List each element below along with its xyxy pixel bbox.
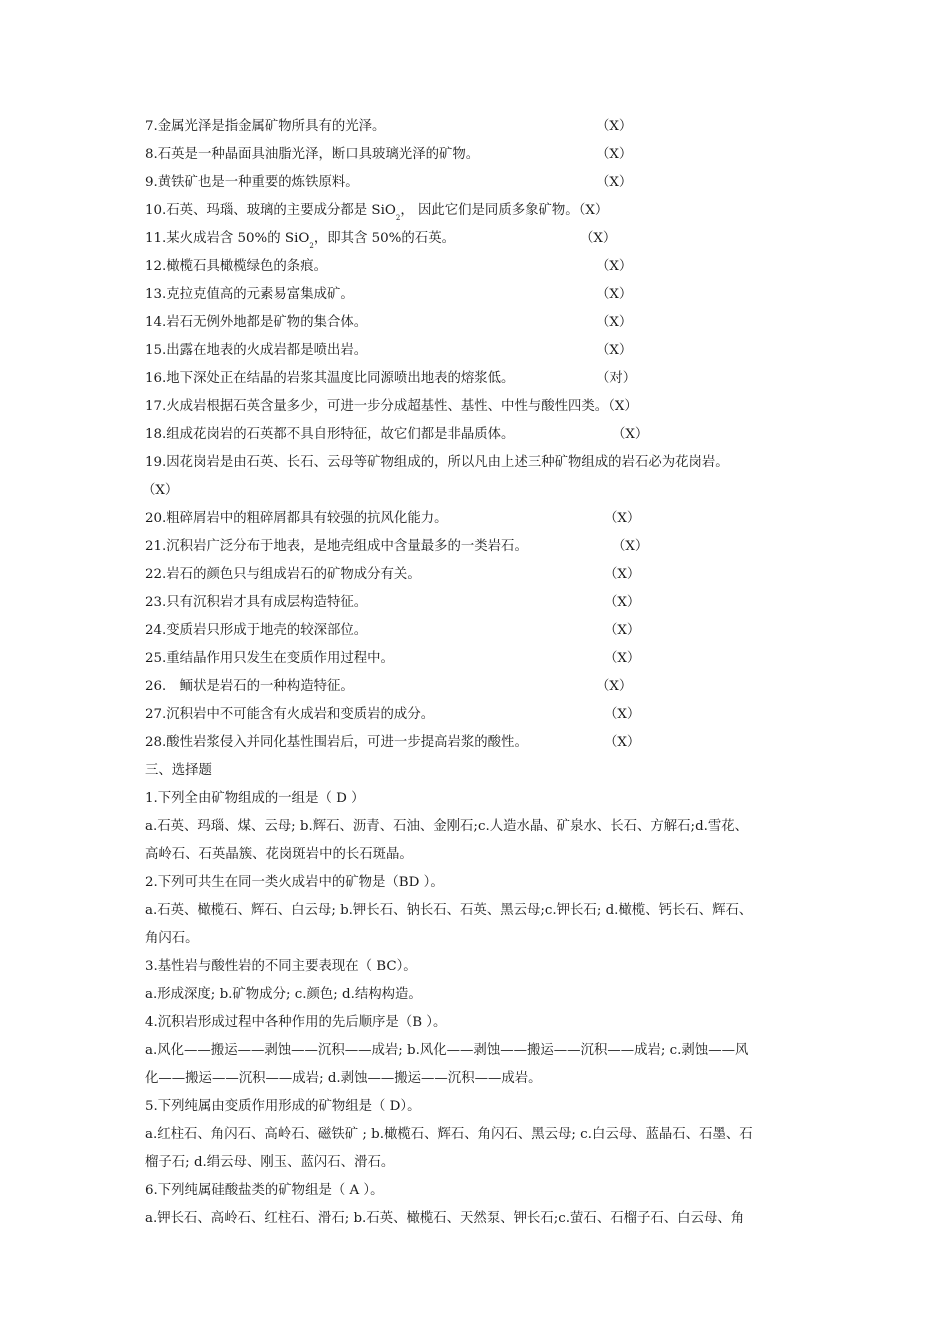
mc-options: 角闪石。 — [145, 931, 199, 946]
tf-item-9: 9.黄铁矿也是一种重要的炼铁原料。 — [145, 175, 359, 190]
tf-item-16: 16.地下深处正在结晶的岩浆其温度比同源喷出地表的熔浆低。 — [145, 371, 515, 386]
mc-question: 4.沉积岩形成过程中各种作用的先后顺序是（B ）。 — [145, 1015, 447, 1030]
tf-answer-20: （X） — [604, 511, 641, 526]
tf-answer-26: （X） — [596, 679, 633, 694]
mc-options: a.石英、橄榄石、辉石、白云母; b.钾长石、钠长石、石英、黑云母;c.钾长石; d.橄榄、钙长石、辉石、 — [145, 903, 753, 918]
mc-options: a.红柱石、角闪石、高岭石、磁铁矿 ; b.橄榄石、辉石、角闪石、黑云母; c.白云母、蓝晶石、石墨、石 — [145, 1127, 753, 1142]
mc-options: 高岭石、石英晶簇、花岗斑岩中的长石斑晶。 — [145, 847, 413, 862]
tf-answer-12: （X） — [596, 259, 633, 274]
mc-question: 1.下列全由矿物组成的一组是（ D ） — [145, 791, 365, 806]
tf-answer-22: （X） — [604, 567, 641, 582]
mc-options: 榴子石; d.绢云母、刚玉、蓝闪石、滑石。 — [145, 1155, 395, 1170]
tf-answer-21: （X） — [612, 539, 649, 554]
tf-item-18: 18.组成花岗岩的石英都不具自形特征，故它们都是非晶质体。 — [145, 427, 515, 442]
tf-answer-28: （X） — [604, 735, 641, 750]
tf-item-8: 8.石英是一种晶面具油脂光泽，断口具玻璃光泽的矿物。 — [145, 147, 480, 162]
tf-item-10: 10.石英、玛瑙、玻璃的主要成分都是 SiO$_2$， 因此它们是同质多象矿物。（X） — [145, 203, 609, 222]
tf-answer-8: （X） — [596, 147, 633, 162]
tf-item-25: 25.重结晶作用只发生在变质作用过程中。 — [145, 651, 394, 666]
tf-answer-23: （X） — [604, 595, 641, 610]
mc-question: 2.下列可共生在同一类火成岩中的矿物是（BD ）。 — [145, 875, 444, 890]
mc-options: a.形成深度; b.矿物成分; c.颜色; d.结构构造。 — [145, 987, 422, 1002]
tf-item-13: 13.克拉克值高的元素易富集成矿。 — [145, 287, 354, 302]
tf-answer-25: （X） — [604, 651, 641, 666]
tf-item-22: 22.岩石的颜色只与组成岩石的矿物成分有关。 — [145, 567, 421, 582]
tf-answer-13: （X） — [596, 287, 633, 302]
tf-item-20: 20.粗碎屑岩中的粗碎屑都具有较强的抗风化能力。 — [145, 511, 448, 526]
tf-item-28: 28.酸性岩浆侵入并同化基性围岩后，可进一步提高岩浆的酸性。 — [145, 735, 528, 750]
tf-answer-16: （对） — [596, 371, 637, 386]
tf-item-17: 17.火成岩根据石英含量多少，可进一步分成超基性、基性、中性与酸性四类。（X） — [145, 399, 638, 414]
section-heading: 三、选择题 — [145, 763, 212, 778]
tf-answer-18: （X） — [612, 427, 649, 442]
mc-question: 5.下列纯属由变质作用形成的矿物组是（ D）。 — [145, 1099, 421, 1114]
tf-item-14: 14.岩石无例外地都是矿物的集合体。 — [145, 315, 368, 330]
tf-item-15: 15.出露在地表的火成岩都是喷出岩。 — [145, 343, 368, 358]
mc-options: a.钾长石、高岭石、红柱石、滑石; b.石英、橄榄石、天然泵、钾长石;c.萤石、石榴子石、白云母、角 — [145, 1211, 745, 1226]
mc-options: a.风化——搬运——剥蚀——沉积——成岩; b.风化——剥蚀——搬运——沉积——成岩; c.剥蚀——风 — [145, 1043, 749, 1058]
tf-answer-7: （X） — [596, 119, 633, 134]
tf-item-26: 26． 鲕状是岩石的一种构造特征。 — [145, 679, 354, 694]
mc-options: a.石英、玛瑙、煤、云母; b.辉石、沥青、石油、金刚石;c.人造水晶、矿泉水、长石、方解石;d.雪花、 — [145, 819, 749, 834]
tf-answer-19: （X） — [142, 483, 179, 498]
tf-answer-27: （X） — [604, 707, 641, 722]
tf-answer-11: （X） — [580, 231, 617, 246]
mc-question: 6.下列纯属硅酸盐类的矿物组是（ A ）。 — [145, 1183, 384, 1198]
tf-item-12: 12.橄榄石具橄榄绿色的条痕。 — [145, 259, 327, 274]
tf-item-27: 27.沉积岩中不可能含有火成岩和变质岩的成分。 — [145, 707, 435, 722]
tf-answer-24: （X） — [604, 623, 641, 638]
tf-item-23: 23.只有沉积岩才具有成层构造特征。 — [145, 595, 368, 610]
tf-item-24: 24.变质岩只形成于地壳的较深部位。 — [145, 623, 368, 638]
tf-answer-15: （X） — [596, 343, 633, 358]
tf-answer-14: （X） — [596, 315, 633, 330]
tf-item-11: 11.某火成岩含 50%的 SiO$_2$，即其含 50%的石英。 — [145, 231, 455, 250]
mc-options: 化——搬运——沉积——成岩; d.剥蚀——搬运——沉积——成岩。 — [145, 1071, 542, 1086]
mc-question: 3.基性岩与酸性岩的不同主要表现在（ BC）。 — [145, 959, 417, 974]
tf-answer-9: （X） — [596, 175, 633, 190]
tf-item-21: 21.沉积岩广泛分布于地表，是地壳组成中含量最多的一类岩石。 — [145, 539, 528, 554]
tf-item-7: 7.金属光泽是指金属矿物所具有的光泽。 — [145, 119, 386, 134]
tf-item-19: 19.因花岗岩是由石英、长石、云母等矿物组成的，所以凡由上述三种矿物组成的岩石必为花岗岩。 — [145, 455, 729, 470]
